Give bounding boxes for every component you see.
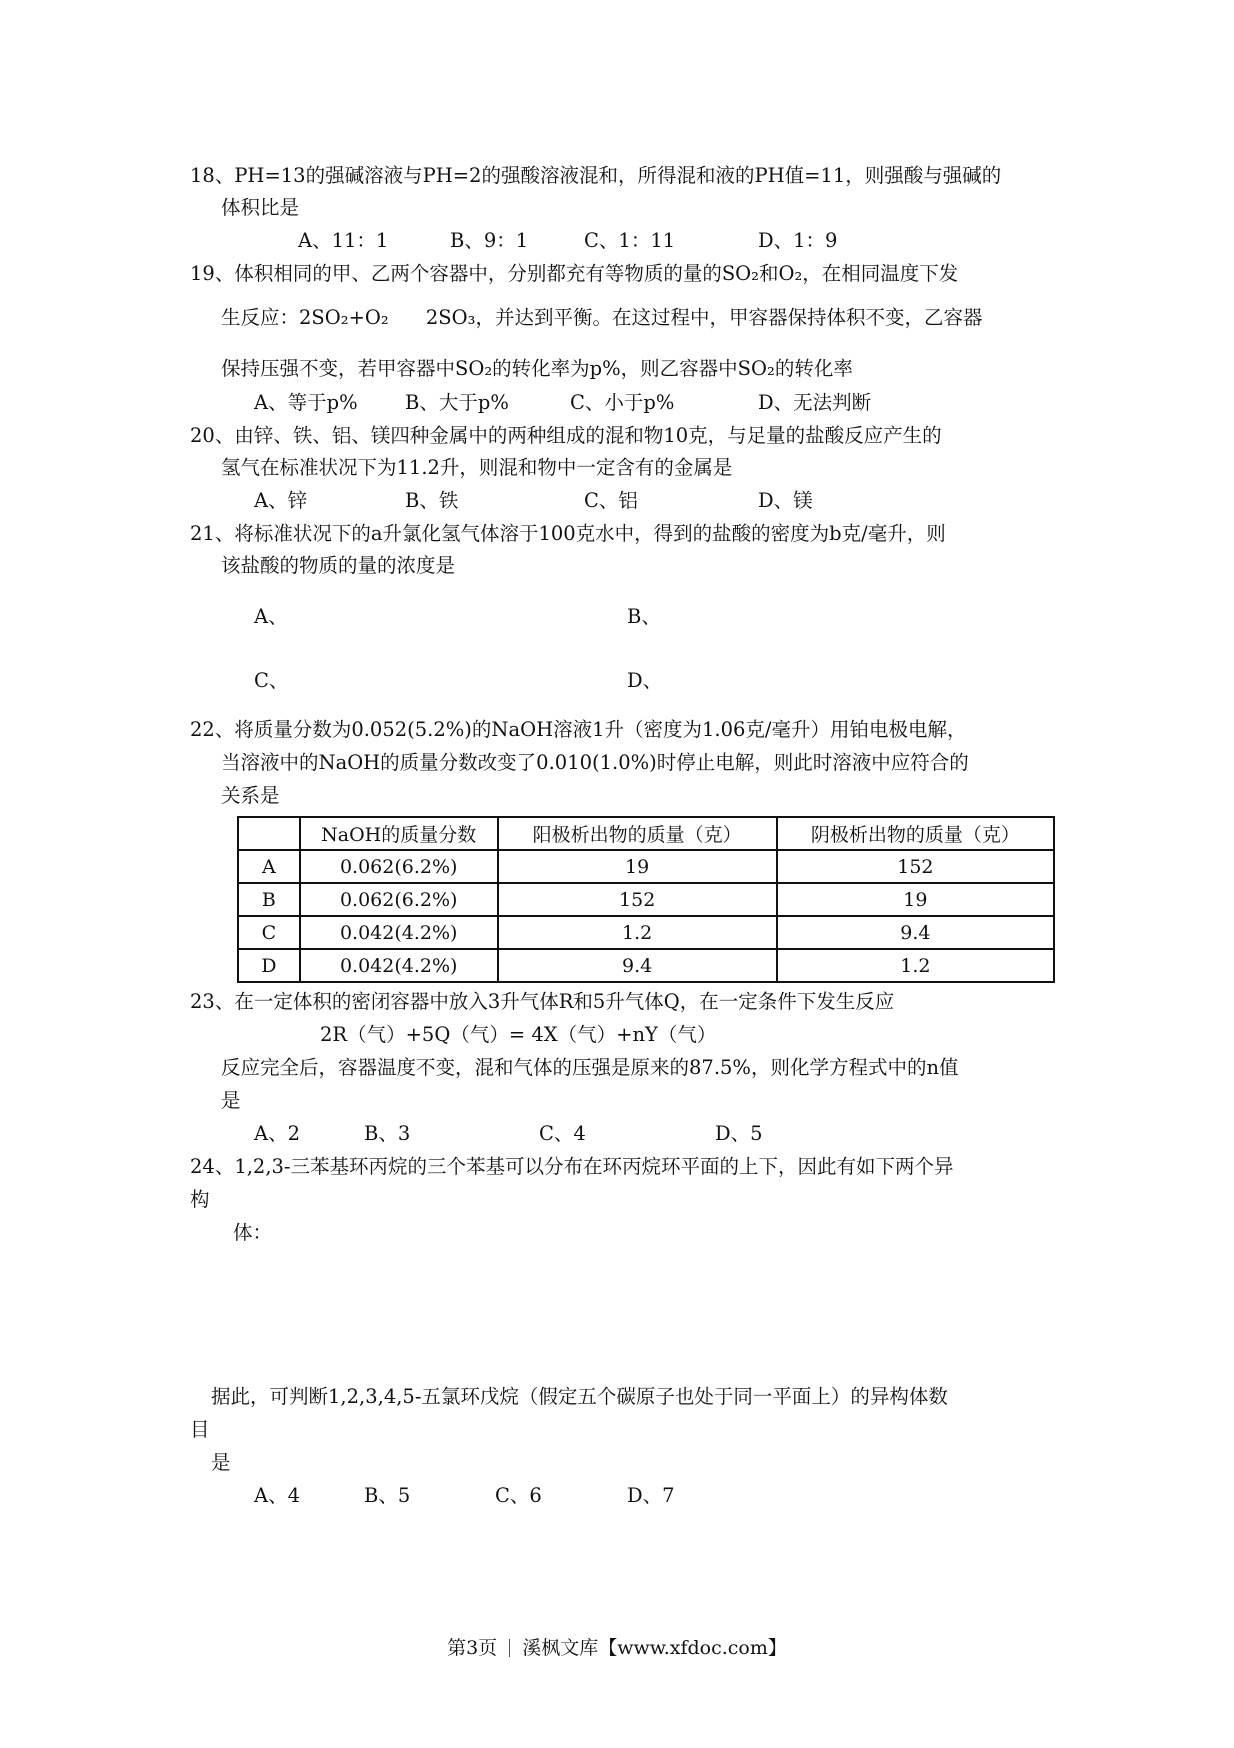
table-cell: 0.062(6.2%) [300,850,498,883]
q19-line1: 19、体积相同的甲、乙两个容器中，分别都充有等物质的量的SO₂和O₂，在相同温度下发 [190,262,959,285]
table-cell: 9.4 [777,916,1054,949]
table-cell: 19 [498,850,777,883]
table-header-cell: 阳极析出物的质量（克） [498,817,777,850]
q23-option-a: A、2 [254,1122,300,1145]
table-cell: 152 [777,850,1054,883]
electrolysis-table [237,816,1055,983]
q24-line3: 体： [233,1221,273,1244]
page-footer [0,1633,1234,1660]
q24-line1: 24、1,2,3-三苯基环丙烷的三个苯基可以分布在环丙烷环平面的上下，因此有如下两个异 [190,1155,954,1178]
table-row [238,850,1054,883]
q18-option-a: A、11：1 [298,229,389,252]
q23-line3: 是 [221,1089,241,1112]
q20-option-b: B、铁 [405,489,459,512]
table-cell: 1.2 [498,916,777,949]
table-cell: 0.042(4.2%) [300,916,498,949]
q23-option-c: C、4 [539,1122,586,1145]
q24-line2: 构 [190,1188,210,1211]
q21-option-c: C、 [254,669,289,692]
q20-option-c: C、铝 [584,489,638,512]
table-cell: B [238,883,300,916]
q22-line3: 关系是 [221,784,280,807]
q23-option-b: B、3 [364,1122,411,1145]
q24-option-a: A、4 [254,1484,300,1507]
q18-line1: 18、PH=13的强碱溶液与PH=2的强酸溶液混和，所得混和液的PH值=11，则强酸与强碱的 [190,164,1002,187]
q21-line2: 该盐酸的物质的量的浓度是 [221,554,456,577]
table-header-cell: NaOH的质量分数 [300,817,498,850]
footer-site: 溪枫文库【www.xfdoc.com】 [522,1637,787,1659]
q18-option-c: C、1：11 [584,229,676,252]
q20-line2: 氢气在标准状况下为11.2升，则混和物中一定含有的金属是 [221,456,733,479]
footer-separator [509,1639,510,1657]
table-cell: 1.2 [777,949,1054,982]
table-cell: 152 [498,883,777,916]
q21-option-b: B、 [627,605,661,628]
q19-line3: 保持压强不变，若甲容器中SO₂的转化率为p%，则乙容器中SO₂的转化率 [221,357,853,380]
q19-option-c: C、小于p% [570,391,675,414]
q19-option-b: B、大于p% [405,391,509,414]
q20-option-d: D、镁 [758,489,813,512]
q18-option-b: B、9：1 [450,229,529,252]
table-row [238,916,1054,949]
q21-option-d: D、 [627,669,663,692]
table-cell: D [238,949,300,982]
q23-line1: 23、在一定体积的密闭容器中放入3升气体R和5升气体Q，在一定条件下发生反应 [190,990,895,1013]
q18-option-d: D、1：9 [758,229,838,252]
table-cell: 0.062(6.2%) [300,883,498,916]
q24-option-c: C、6 [495,1484,542,1507]
q18-line2: 体积比是 [221,196,300,219]
q19-line2: 生反应：2SO₂+O₂ 2SO₃，并达到平衡。在这过程中，甲容器保持体积不变，乙容器 [221,306,983,329]
q20-line1: 20、由锌、铁、铝、镁四种金属中的两种组成的混和物10克，与足量的盐酸反应产生的 [190,424,942,447]
q20-option-a: A、锌 [254,489,308,512]
q24-option-d: D、7 [627,1484,675,1507]
q24-option-b: B、5 [364,1484,411,1507]
table-header-cell: 阴极析出物的质量（克） [777,817,1054,850]
q22-line1: 22、将质量分数为0.052(5.2%)的NaOH溶液1升（密度为1.06克/毫升）用铂电极电解， [190,718,967,741]
table-cell: C [238,916,300,949]
q22-line2: 当溶液中的NaOH的质量分数改变了0.010(1.0%)时停止电解，则此时溶液中应符合的 [221,751,969,774]
table-row [238,949,1054,982]
q19-option-a: A、等于p% [254,391,358,414]
table-cell: 19 [777,883,1054,916]
q23-line2: 反应完全后，容器温度不变，混和气体的压强是原来的87.5%，则化学方程式中的n值 [221,1056,959,1079]
table-row [238,883,1054,916]
table-cell: A [238,850,300,883]
table-header-row [238,817,1054,850]
q24-line6: 是 [211,1451,231,1474]
q24-line4: 据此，可判断1,2,3,4,5-五氯环戊烷（假定五个碳原子也处于同一平面上）的异构体数 [211,1385,948,1408]
q24-line5: 目 [190,1418,210,1441]
q19-option-d: D、无法判断 [758,391,872,414]
table-header-cell [238,817,300,850]
table-cell: 9.4 [498,949,777,982]
page-number: 第3页 [447,1637,498,1659]
q21-line1: 21、将标准状况下的a升氯化氢气体溶于100克水中，得到的盐酸的密度为b克/毫升，则 [190,522,946,545]
q23-option-d: D、5 [715,1122,763,1145]
table-cell: 0.042(4.2%) [300,949,498,982]
q21-option-a: A、 [254,605,288,628]
q23-equation: 2R（气）+5Q（气）= 4X（气）+nY（气） [320,1023,717,1046]
